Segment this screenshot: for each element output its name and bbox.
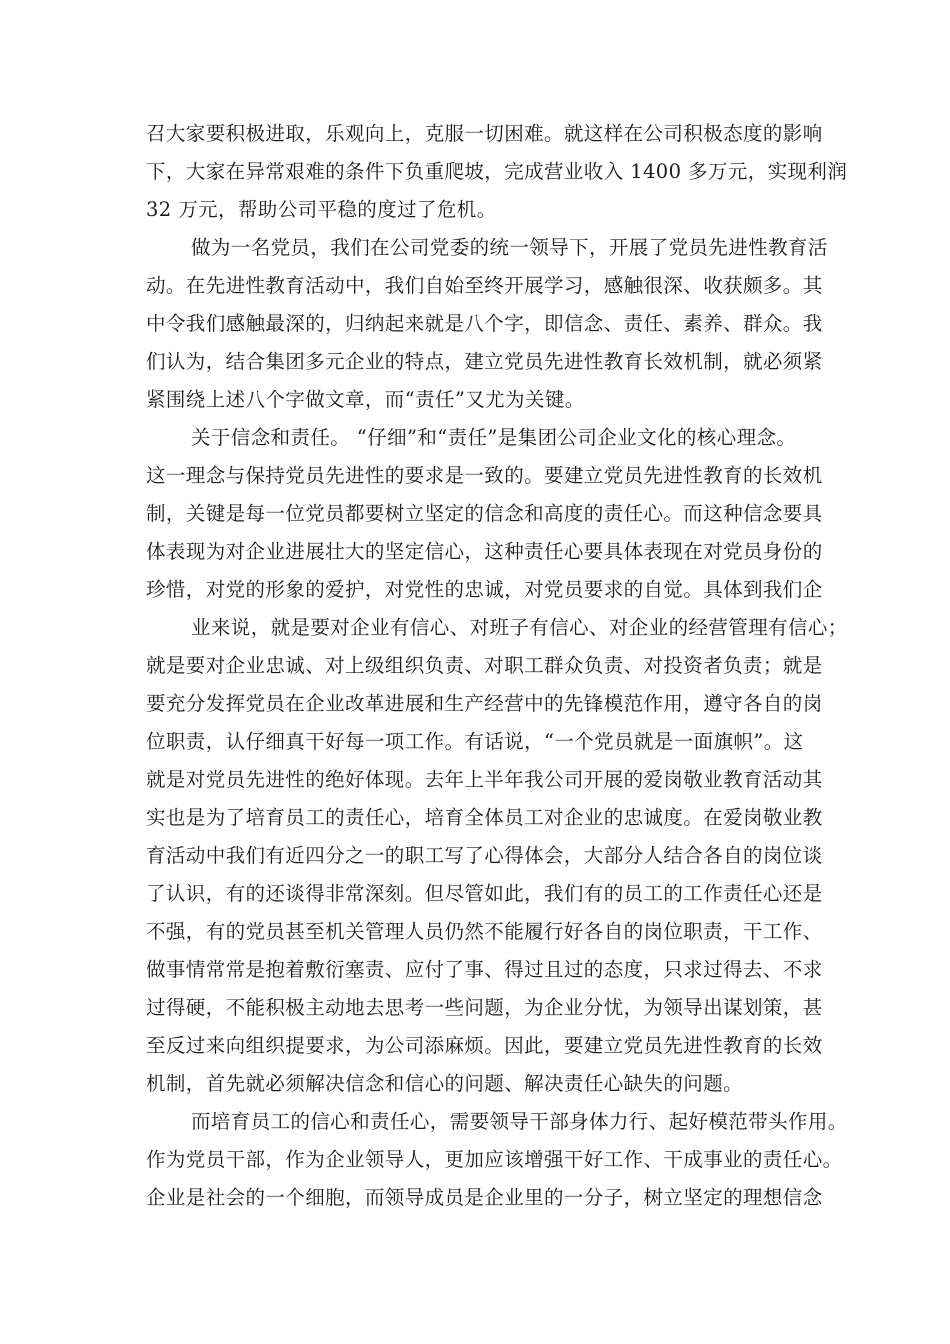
text-line: 不强，有的党员甚至机关管理人员仍然不能履行好各自的岗位职责，干工作、 [146, 920, 823, 943]
text-line: 体表现为对企业进展壮大的坚定信心，这种责任心要具体表现在对党员身份的 [146, 540, 823, 563]
text-line: 紧围绕上述八个字做文章，而“责任”又尤为关键。 [146, 388, 585, 411]
text-line: 就是要对企业忠诚、对上级组织负责、对职工群众负责、对投资者负责；就是 [146, 654, 823, 677]
text-line: 召大家要积极进取，乐观向上，克服一切困难。就这样在公司积极态度的影响 [146, 122, 823, 145]
text-line: 要充分发挥党员在企业改革进展和生产经营中的先锋模范作用，遵守各自的岗 [146, 692, 823, 715]
text-line: 就是对党员先进性的绝好体现。去年上半年我公司开展的爱岗敬业教育活动其 [146, 768, 823, 791]
text-line: 下，大家在异常艰难的条件下负重爬坡，完成营业收入 1400 多万元，实现利润 [146, 160, 848, 183]
text-line: 育活动中我们有近四分之一的职工写了心得体会，大部分人结合各自的岗位谈 [146, 844, 823, 867]
text-line: 机制，首先就必须解决信念和信心的问题、解决责任心缺失的问题。 [146, 1072, 744, 1095]
paragraph-first-line: 做为一名党员，我们在公司党委的统一领导下，开展了党员先进性教育活 [191, 236, 828, 259]
text-line: 业来说，就是要对企业有信心、对班子有信心、对企业的经营管理有信心； [191, 616, 848, 639]
text-line: 动。在先进性教育活动中，我们自始至终开展学习，感触很深、收获颇多。其 [146, 274, 823, 297]
text-line: 做事情常常是抱着敷衍塞责、应付了事、得过且过的态度，只求过得去、不求 [146, 958, 823, 981]
text-line: 们认为，结合集团多元企业的特点，建立党员先进性教育长效机制，就必须紧 [146, 350, 823, 373]
text-line: 过得硬，不能积极主动地去思考一些问题，为企业分忧，为领导出谋划策，甚 [146, 996, 823, 1019]
text-line: 作为党员干部，作为企业领导人，更加应该增强干好工作、干成事业的责任心。 [146, 1148, 843, 1171]
text-line: 中令我们感触最深的，归纳起来就是八个字，即信念、责任、素养、群众。我 [146, 312, 823, 335]
text-line: 制，关键是每一位党员都要树立坚定的信念和高度的责任心。而这种信念要具 [146, 502, 823, 525]
text-line: 位职责，认仔细真干好每一项工作。有话说，“一个党员就是一面旗帜”。这 [146, 730, 804, 753]
text-line: 珍惜，对党的形象的爱护，对党性的忠诚，对党员要求的自觉。具体到我们企 [146, 578, 823, 601]
text-line: 了认识，有的还谈得非常深刻。但尽管如此，我们有的员工的工作责任心还是 [146, 882, 823, 905]
text-line: 32 万元，帮助公司平稳的度过了危机。 [146, 198, 497, 221]
paragraph-first-line: 而培育员工的信心和责任心，需要领导干部身体力行、起好模范带头作用。 [191, 1110, 848, 1133]
text-line: 这一理念与保持党员先进性的要求是一致的。要建立党员先进性教育的长效机 [146, 464, 823, 487]
text-line: 实也是为了培育员工的责任心，培育全体员工对企业的忠诚度。在爱岗敬业教 [146, 806, 823, 829]
text-line: 企业是社会的一个细胞，而领导成员是企业里的一分子，树立坚定的理想信念 [146, 1186, 823, 1209]
text-line: 至反过来向组织提要求，为公司添麻烦。因此，要建立党员先进性教育的长效 [146, 1034, 823, 1057]
paragraph-first-line: 关于信念和责任。 “仔细”和“责任”是集团公司企业文化的核心理念。 [191, 426, 797, 449]
